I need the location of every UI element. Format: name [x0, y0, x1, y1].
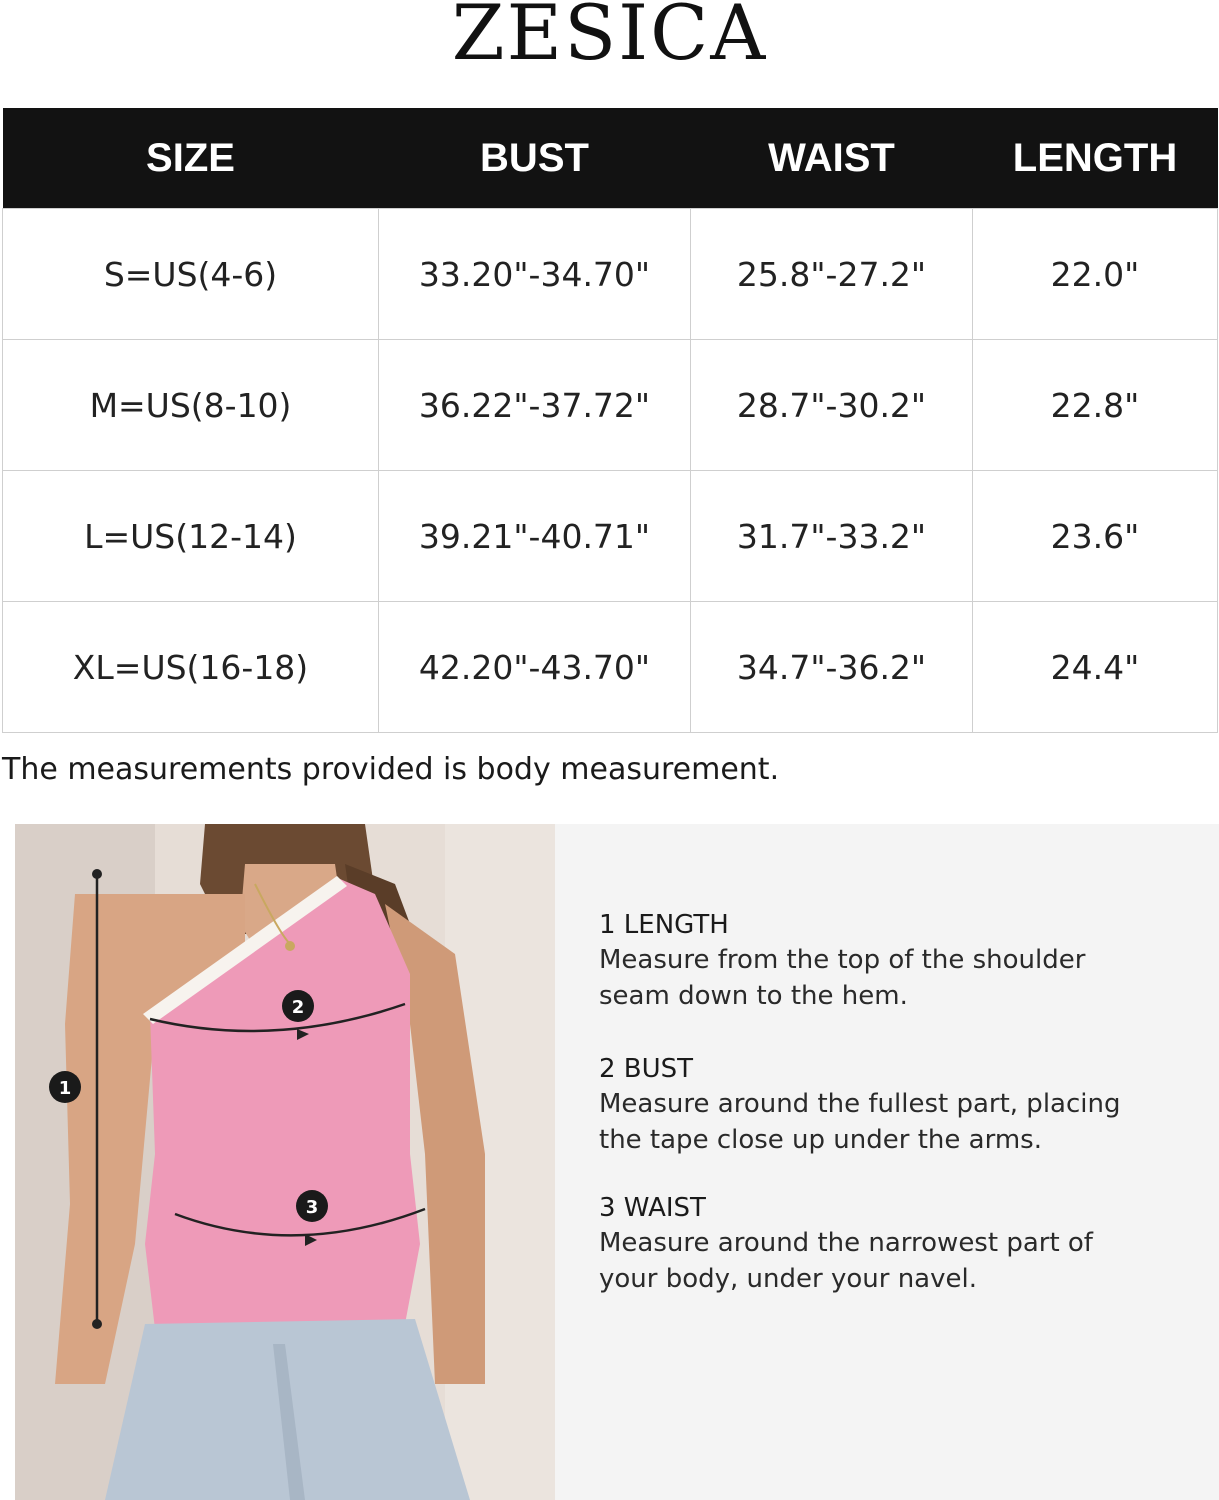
table-header-row: [3, 108, 1218, 209]
measurement-note: The measurements provided is body measurement.: [2, 752, 780, 787]
instruction-line: the tape close up under the arms.: [599, 1125, 1042, 1155]
cell-size: XL=US(16-18): [3, 602, 379, 733]
marker-1-label: 1: [58, 1078, 72, 1099]
instruction-line: seam down to the hem.: [599, 981, 908, 1011]
instruction-line: Measure from the top of the shoulder: [599, 945, 1086, 975]
instruction-line: Measure around the narrowest part of: [599, 1228, 1093, 1258]
measurement-instructions-panel: [555, 824, 1219, 1500]
header-waist: WAIST: [691, 108, 973, 209]
cell-bust: 42.20"-43.70": [379, 602, 691, 733]
cell-waist: 34.7"-36.2": [691, 602, 973, 733]
marker-2-label: 2: [291, 997, 305, 1018]
brand-logo: ZESICA: [451, 0, 768, 77]
model-photo: [15, 824, 555, 1500]
cell-length: 24.4": [973, 602, 1218, 733]
instruction-title: 2 BUST: [599, 1054, 694, 1084]
header-size: SIZE: [3, 108, 379, 209]
instruction-bust: [599, 1052, 1199, 1158]
table-row: [3, 209, 1218, 340]
cell-bust: 33.20"-34.70": [379, 209, 691, 340]
instruction-title: 3 WAIST: [599, 1193, 706, 1223]
cell-size: M=US(8-10): [3, 340, 379, 471]
model-illustration: [15, 824, 555, 1500]
cell-bust: 39.21"-40.71": [379, 471, 691, 602]
marker-3-label: 3: [305, 1197, 319, 1218]
instruction-line: your body, under your navel.: [599, 1264, 977, 1294]
cell-size: S=US(4-6): [3, 209, 379, 340]
instruction-length: [599, 908, 1199, 1014]
header-length: LENGTH: [973, 108, 1218, 209]
table-row: [3, 340, 1218, 471]
cell-length: 22.8": [973, 340, 1218, 471]
cell-length: 23.6": [973, 471, 1218, 602]
cell-length: 22.0": [973, 209, 1218, 340]
cell-waist: 25.8"-27.2": [691, 209, 973, 340]
cell-size: L=US(12-14): [3, 471, 379, 602]
size-chart-table: [2, 108, 1218, 733]
table-row: [3, 602, 1218, 733]
instruction-title: 1 LENGTH: [599, 910, 729, 940]
cell-waist: 31.7"-33.2": [691, 471, 973, 602]
cell-waist: 28.7"-30.2": [691, 340, 973, 471]
table-row: [3, 471, 1218, 602]
header-bust: BUST: [379, 108, 691, 209]
cell-bust: 36.22"-37.72": [379, 340, 691, 471]
instruction-line: Measure around the fullest part, placing: [599, 1089, 1121, 1119]
instruction-waist: [599, 1191, 1199, 1297]
